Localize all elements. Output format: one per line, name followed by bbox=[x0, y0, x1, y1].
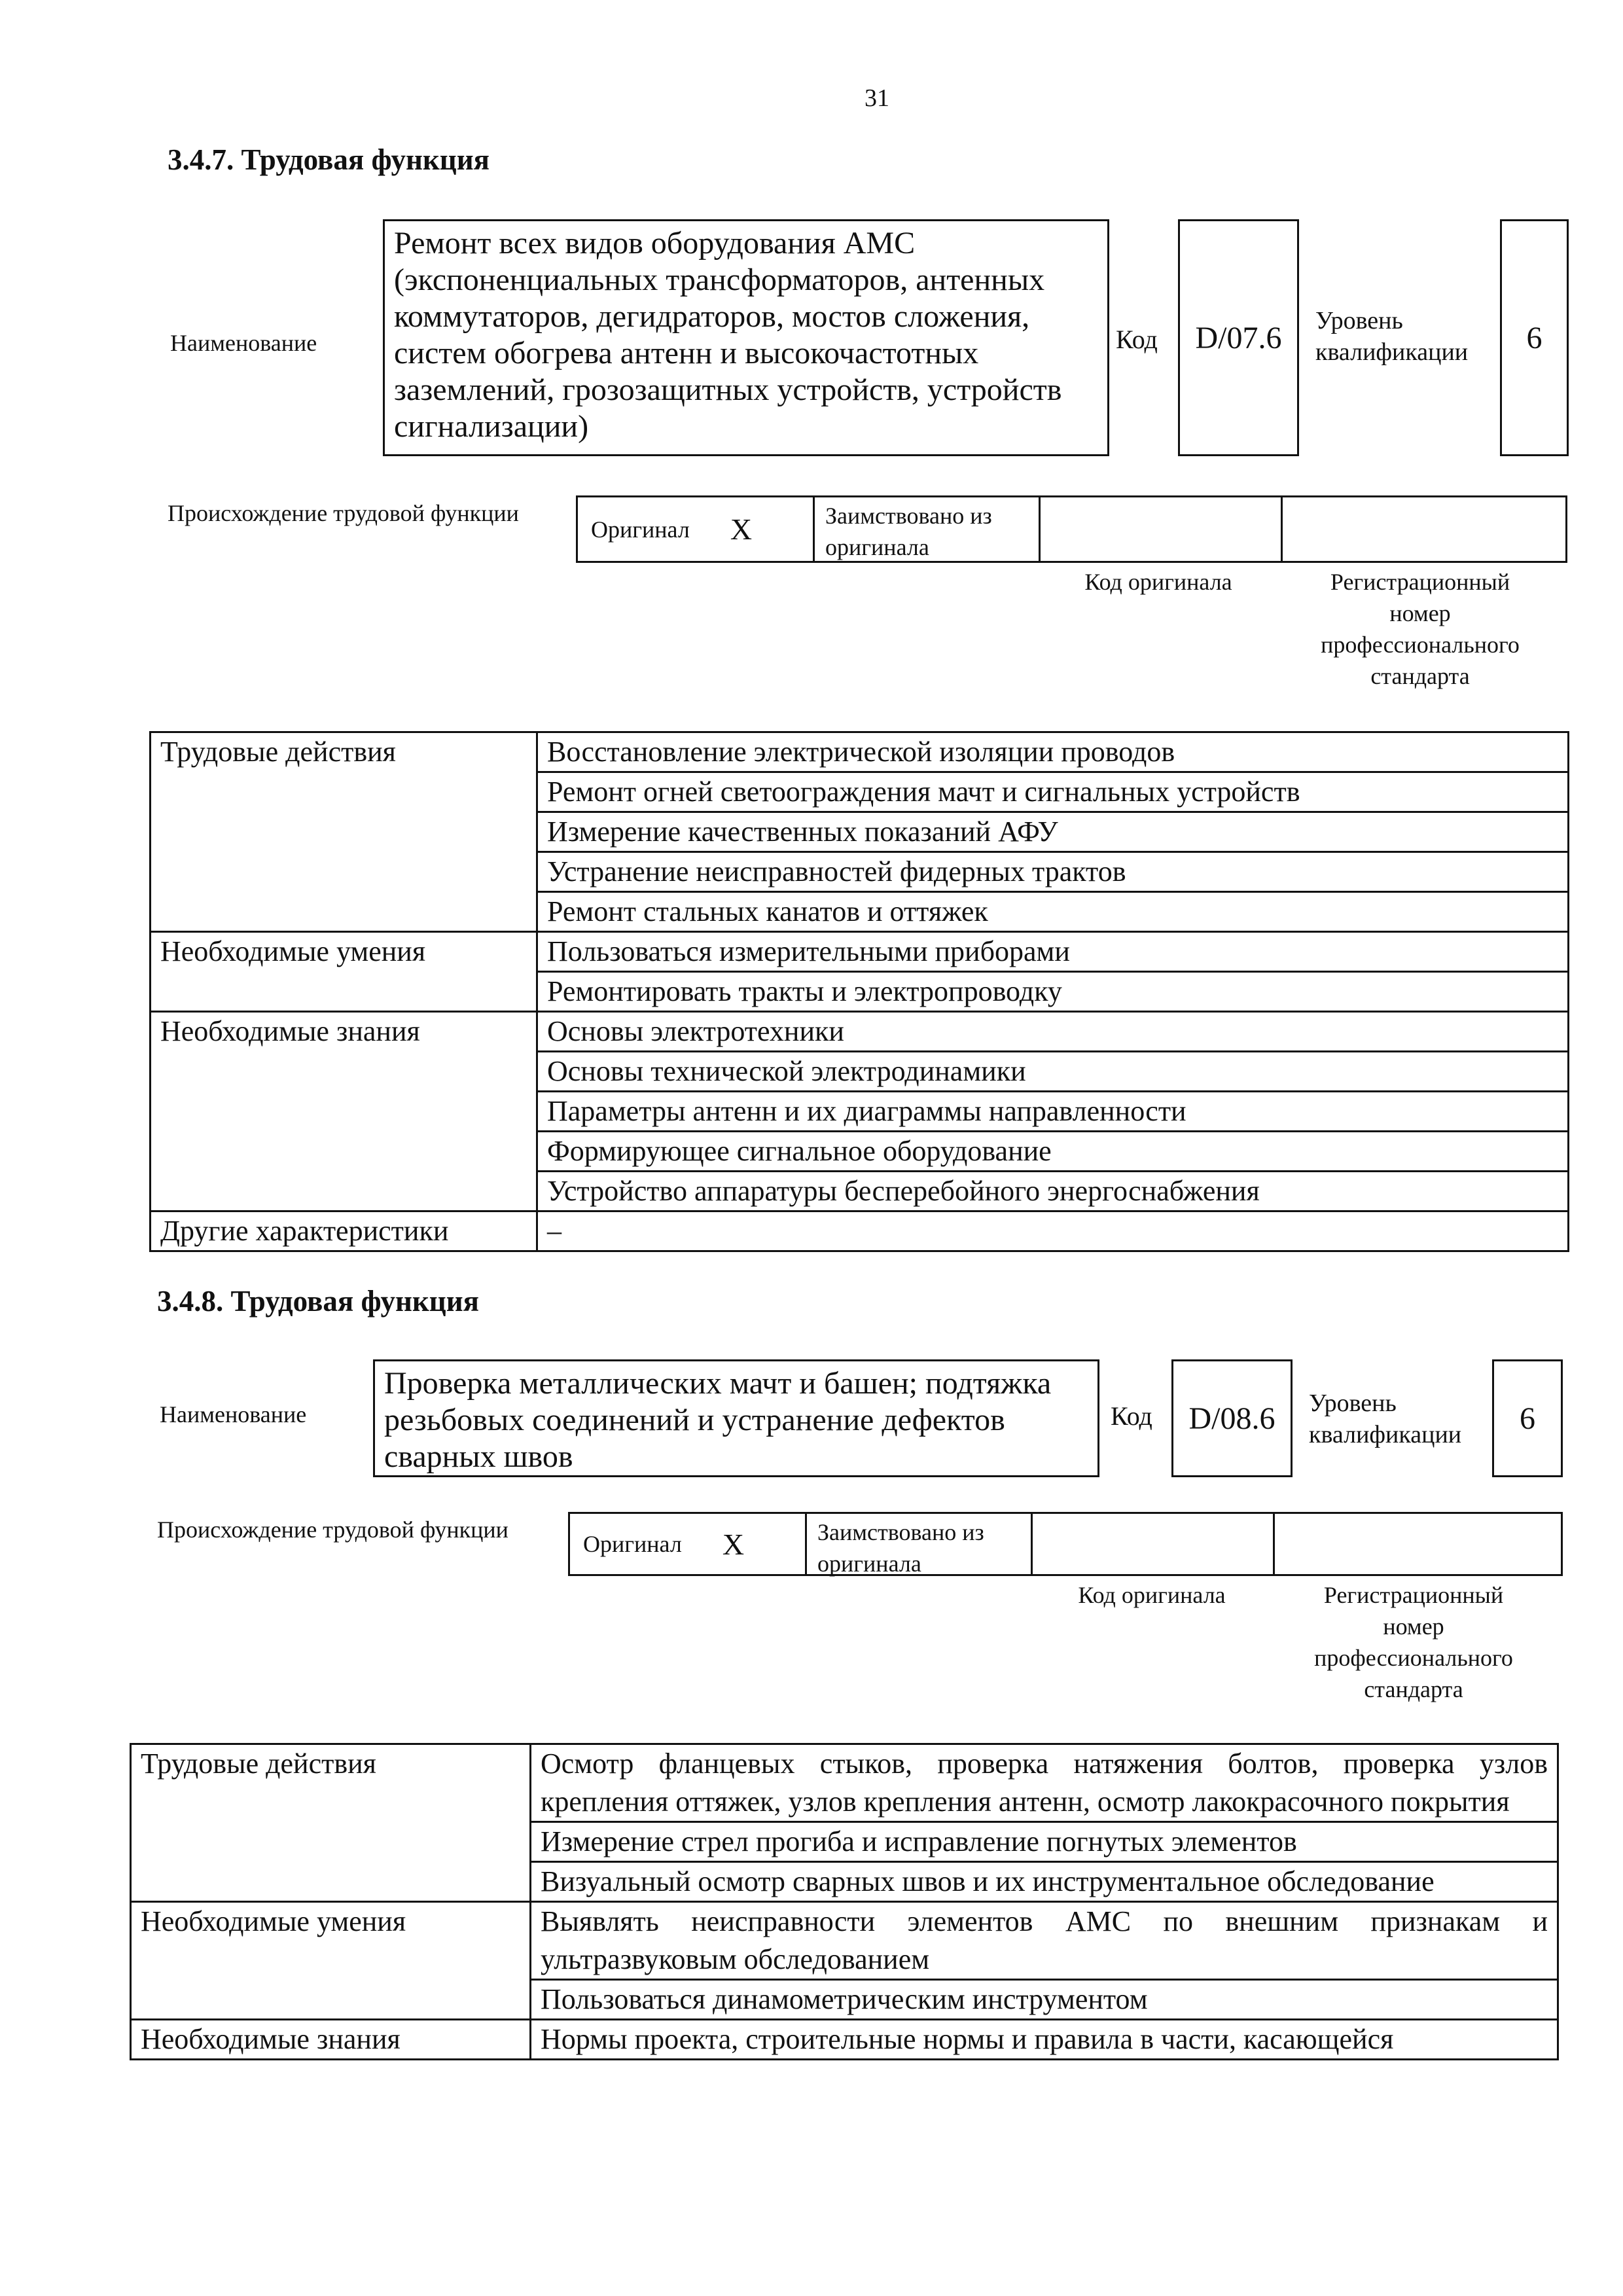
function-name-box: Проверка металлических мачт и башен; подтяжка резьбовых соединений и устранение дефектов сварных швов bbox=[373, 1359, 1099, 1477]
category-cell: Необходимые умения bbox=[131, 1902, 531, 2020]
qualification-level-label: Уровень квалификации bbox=[1315, 307, 1469, 366]
table-cell: Визуальный осмотр сварных швов и их инструментальное обследование bbox=[531, 1862, 1558, 1902]
category-cell: Трудовые действия bbox=[131, 1744, 531, 1902]
table-row bbox=[151, 1012, 1569, 1052]
table-cell: Ремонтировать тракты и электропроводку bbox=[537, 972, 1569, 1012]
table-cell: Нормы проекта, строительные нормы и правила в части, касающейся bbox=[531, 2020, 1558, 2060]
code-value-box: D/08.6 bbox=[1171, 1359, 1293, 1477]
original-mark: X bbox=[722, 1527, 745, 1561]
qualification-level-label: Уровень квалификации bbox=[1309, 1390, 1462, 1448]
category-cell: Другие характеристики bbox=[151, 1211, 537, 1251]
code-label: Код bbox=[1111, 1401, 1152, 1431]
name-label: Наименование bbox=[170, 330, 317, 356]
table-row bbox=[151, 732, 1569, 772]
table-cell: Ремонт стальных канатов и оттяжек bbox=[537, 892, 1569, 932]
function-name-box: Ремонт всех видов оборудования АМС (экспоненциальных трансформаторов, антенных коммутаторов, дегидраторов, мостов сложения, систем обогрева антенн и высокочастотных заземлений, грозозащитных устройств, устройств сигнализации) bbox=[383, 219, 1109, 456]
table-cell: Измерение качественных показаний АФУ bbox=[537, 812, 1569, 852]
table-cell: Измерение стрел прогиба и исправление погнутых элементов bbox=[531, 1822, 1558, 1862]
reg-number-caption: Регистрационный номер профессионального стандарта bbox=[1321, 569, 1520, 689]
function-table-348 bbox=[130, 1743, 1559, 2060]
function-table-347 bbox=[149, 731, 1569, 1252]
origin-row bbox=[576, 495, 1567, 563]
code-original-caption: Код оригинала bbox=[1084, 569, 1232, 595]
table-cell: Пользоваться динамометрическим инструментом bbox=[531, 1980, 1558, 2020]
code-value-box: D/07.6 bbox=[1178, 219, 1299, 456]
reg-number-caption: Регистрационный номер профессионального стандарта bbox=[1314, 1582, 1513, 1702]
origin-label: Происхождение трудовой функции bbox=[168, 500, 519, 526]
table-cell: Основы технической электродинамики bbox=[537, 1052, 1569, 1092]
borrowed-label: Заимствовано из оригинала bbox=[807, 1514, 1033, 1574]
qualification-level-box: 6 bbox=[1492, 1359, 1563, 1477]
table-row bbox=[131, 1902, 1558, 1980]
table-cell: Устранение неисправностей фидерных трактов bbox=[537, 852, 1569, 892]
table-cell: Параметры антенн и их диаграммы направленности bbox=[537, 1092, 1569, 1132]
category-cell: Необходимые знания bbox=[131, 2020, 531, 2060]
original-mark: X bbox=[730, 512, 753, 546]
table-row bbox=[131, 2020, 1558, 2060]
code-label: Код bbox=[1116, 325, 1158, 354]
category-cell: Трудовые действия bbox=[151, 732, 537, 932]
table-cell: Пользоваться измерительными приборами bbox=[537, 932, 1569, 972]
table-cell: Осмотр фланцевых стыков, проверка натяжения болтов, проверка узлов крепления оттяжек, узлов крепления антенн, осмотр лакокрасочного покрытия bbox=[531, 1744, 1558, 1822]
original-label: Оригинал bbox=[583, 1531, 682, 1557]
origin-label: Происхождение трудовой функции bbox=[157, 1516, 508, 1543]
original-cell bbox=[578, 497, 815, 561]
qualification-level-box: 6 bbox=[1500, 219, 1569, 456]
table-cell: Восстановление электрической изоляции проводов bbox=[537, 732, 1569, 772]
table-cell: Ремонт огней светоограждения мачт и сигнальных устройств bbox=[537, 772, 1569, 812]
category-cell: Необходимые знания bbox=[151, 1012, 537, 1211]
reg-number-cell bbox=[1283, 497, 1565, 561]
table-cell: Формирующее сигнальное оборудование bbox=[537, 1132, 1569, 1172]
table-cell: – bbox=[537, 1211, 1569, 1251]
code-original-caption: Код оригинала bbox=[1078, 1582, 1226, 1608]
table-row bbox=[151, 1211, 1569, 1251]
table-cell: Устройство аппаратуры бесперебойного энергоснабжения bbox=[537, 1172, 1569, 1211]
original-label: Оригинал bbox=[591, 516, 690, 543]
section-heading: 3.4.8. Трудовая функция bbox=[157, 1285, 480, 1318]
table-row bbox=[151, 932, 1569, 972]
borrowed-label: Заимствовано из оригинала bbox=[815, 497, 1041, 561]
table-cell: Основы электротехники bbox=[537, 1012, 1569, 1052]
table-row bbox=[131, 1744, 1558, 1822]
code-original-cell bbox=[1033, 1514, 1275, 1574]
original-cell bbox=[570, 1514, 807, 1574]
reg-number-cell bbox=[1275, 1514, 1561, 1574]
table-cell: Выявлять неисправности элементов АМС по внешним признакам и ультразвуковым обследованием bbox=[531, 1902, 1558, 1980]
name-label: Наименование bbox=[160, 1401, 307, 1427]
code-original-cell bbox=[1041, 497, 1283, 561]
origin-row bbox=[568, 1512, 1563, 1576]
page-number: 31 bbox=[865, 84, 889, 112]
category-cell: Необходимые умения bbox=[151, 932, 537, 1012]
section-heading: 3.4.7. Трудовая функция bbox=[168, 143, 490, 176]
